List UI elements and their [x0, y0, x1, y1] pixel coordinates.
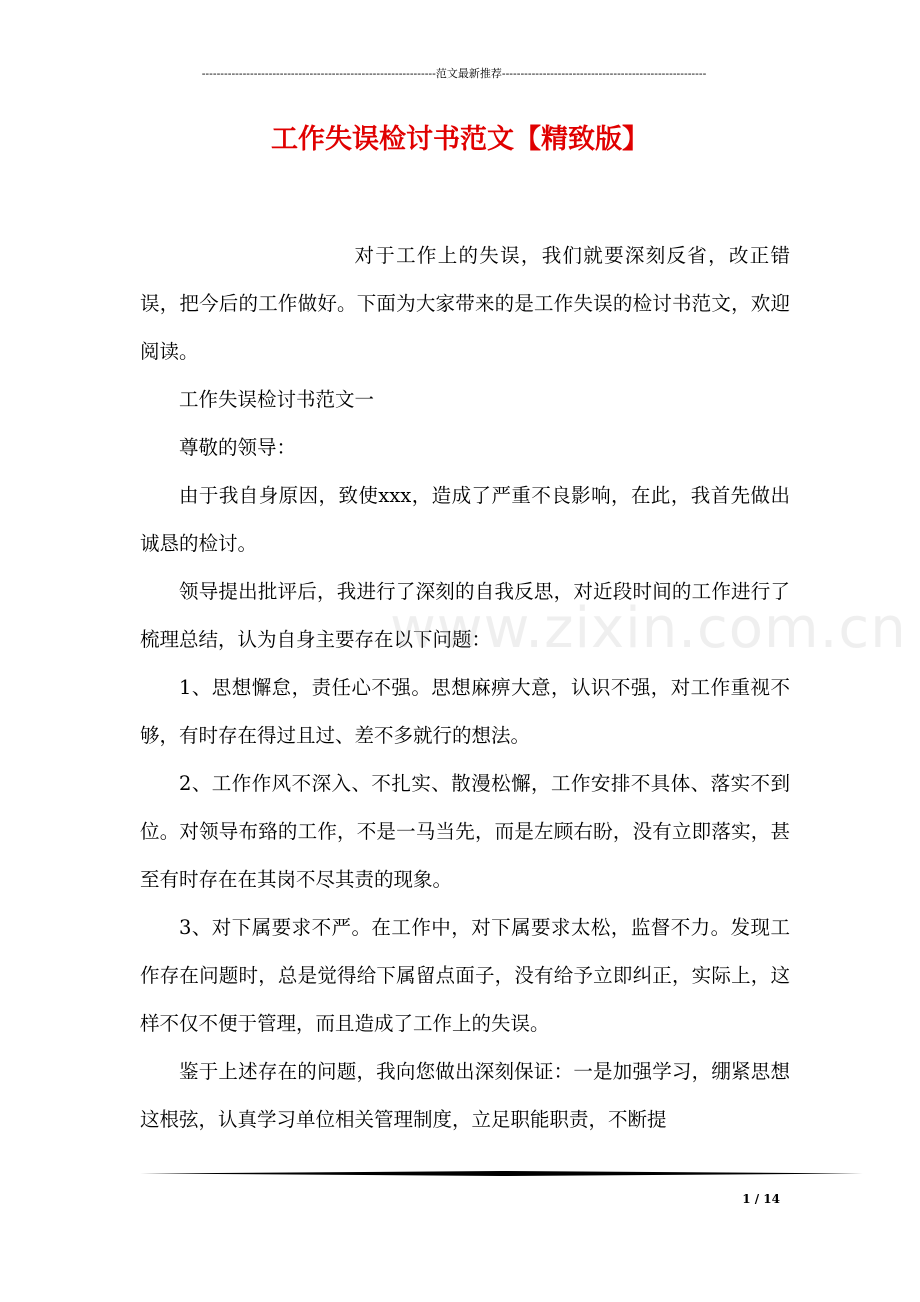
- document-title: 工作失误检讨书范文【精致版】: [271, 124, 649, 155]
- body-paragraph: 鉴于上述存在的问题，我向您做出深刻保证：一是加强学习，绷紧思想这根弦，认真学习单位相关管理制度，立足职能职责，不断提: [140, 1060, 790, 1131]
- list-item: 1、思想懈怠，责任心不强。思想麻痹大意，认识不强，对工作重视不够，有时存在得过且过、差不多就行的想法。: [140, 676, 790, 747]
- page-number: 1 / 14: [742, 1192, 780, 1206]
- footer-divider: [140, 1171, 863, 1176]
- document-body: [140, 232, 790, 1144]
- list-item: 2、工作作风不深入、不扎实、散漫松懈，工作安排不具体、落实不到位。对领导布臵的工作，不是一马当先，而是左顾右盼，没有立即落实，甚至有时存在在其岗不尽其责的现象。: [140, 772, 790, 891]
- header-banner: ---------------------------------------------------------------范文最新推荐-------------------------------------------------------: [201, 67, 707, 80]
- list-item: 3、对下属要求不严。在工作中，对下属要求太松，监督不力。发现工作存在问题时，总是觉得给下属留点面子，没有给予立即纠正，实际上，这样不仅不便于管理，而且造成了工作上的失误。: [140, 916, 790, 1035]
- watermark: www.zixin.com.cn: [390, 596, 907, 661]
- salutation: 尊敬的领导：: [179, 436, 297, 459]
- section-heading: 工作失误检讨书范文一: [179, 388, 375, 411]
- body-paragraph: 由于我自身原因，致使xxx，造成了严重不良影响，在此，我首先做出诚恳的检讨。: [140, 484, 790, 555]
- body-paragraph: 领导提出批评后，我进行了深刻的自我反思，对近段时间的工作进行了梳理总结，认为自身主要存在以下问题：: [140, 580, 790, 651]
- intro-paragraph: 对于工作上的失误，我们就要深刻反省，改正错误，把今后的工作做好。下面为大家带来的是工作失误的检讨书范文，欢迎阅读。: [140, 244, 790, 363]
